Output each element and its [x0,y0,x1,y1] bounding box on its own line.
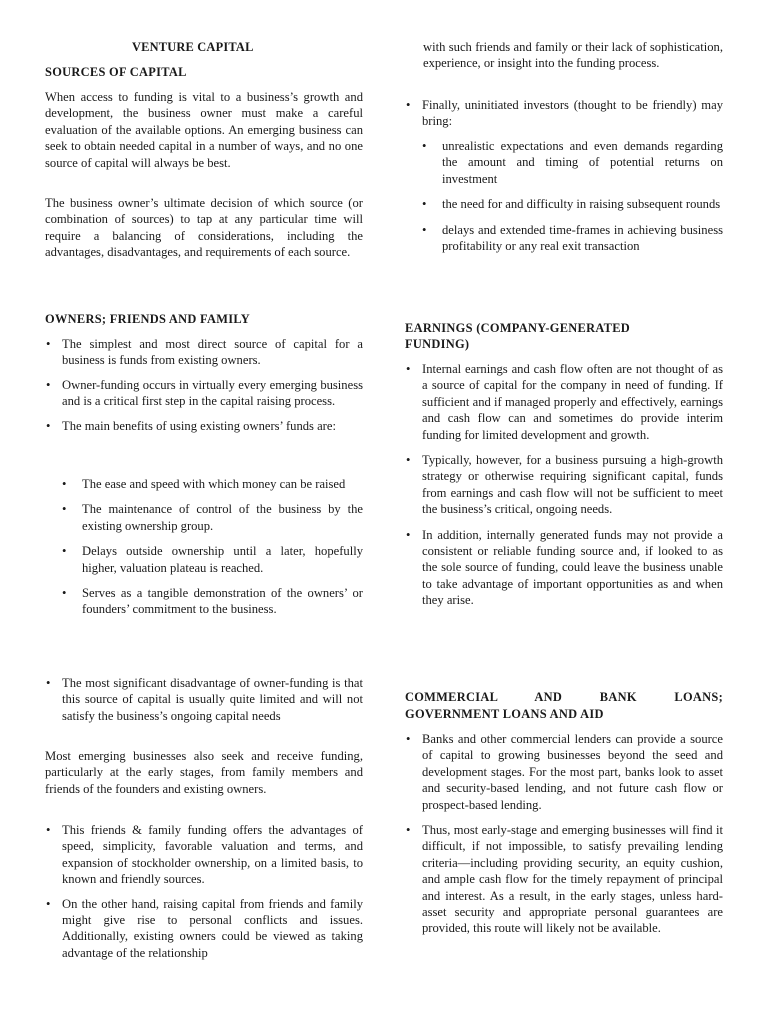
owners-benefits-list [60,476,363,618]
list-item: • This friends & family funding offers the advantages of speed, simplicity, favorable valuation and terms, and expansion of stockholder ownership, on a limited basis, to known and friendly sources. [45,822,363,888]
continuation-text: with such friends and family or their lack of sophistication, experience, or insight into the funding process. [423,40,723,71]
list-item: • Typically, however, for a business pursuing a high-growth strategy or otherwise requiring significant capital, funds from earnings and cash flow will not be sufficient to meet the business’s critical, ongoing needs. [405,452,723,518]
list-item: • In addition, internally generated funds may not provide a consistent or reliable funding source and, if looked to as the sole source of funding, could leave the business unable to take advantage of important opportunities as and when they arise. [405,527,723,609]
list-item: • Finally, uninitiated investors (thought to be friendly) may bring: [405,97,723,130]
list-item: • Internal earnings and cash flow often are not thought of as a source of capital for the company in need of funding. If sufficient and if managed properly and effectively, earnings and cash flow can and sometimes do provide interim funding for limited development and growth. [405,361,723,443]
family-bullet-list [45,822,363,961]
loans-heading-line-2: GOVERNMENT LOANS AND AID [405,707,604,721]
uninitiated-bullet-list [405,97,723,130]
document-title: VENTURE CAPITAL [132,40,254,54]
list-item: • Owner-funding occurs in virtually every emerging business and is a critical first step in the capital raising process. [45,377,363,410]
list-item: • The ease and speed with which money can be raised [60,476,363,492]
list-item: • unrealistic expectations and even demands regarding the amount and timing of potential returns on investment [420,138,723,187]
list-item: • the need for and difficulty in raising subsequent rounds [420,196,723,212]
list-item: • Serves as a tangible demonstration of the owners’ or founders’ commitment to the business. [60,585,363,618]
owners-heading: OWNERS; FRIENDS AND FAMILY [45,312,251,326]
list-item: • The maintenance of control of the business by the existing ownership group. [60,501,363,534]
sources-heading: SOURCES OF CAPITAL [45,65,187,79]
list-item: • The most significant disadvantage of owner-funding is that this source of capital is usually quite limited and will not satisfy the business’s ongoing capital needs [45,675,363,724]
list-item: • The main benefits of using existing owners’ funds are: [45,418,363,434]
uninitiated-items-list [420,138,723,254]
loans-bullet-list [405,731,723,937]
list-item: • Delays outside ownership until a later, hopefully higher, valuation plateau is reached. [60,543,363,576]
earnings-bullet-list [405,361,723,609]
owners-bullet-list [45,336,363,434]
sources-paragraph-2: The business owner’s ultimate decision of which source (or combination of sources) to tap at any particular time will require a balancing of considerations, including the advantages, disadvantages, and requirements of each source. [45,196,363,260]
family-paragraph: Most emerging businesses also seek and receive funding, particularly at the early stages, from family members and friends of the founders and existing owners. [45,749,363,796]
owners-disadvantage-list [45,675,363,724]
list-item: • Banks and other commercial lenders can provide a source of capital to growing businesses beyond the seed and development stages. For the most part, banks look to asset and security-based lending, and not future cash flow or prospect-based lending. [405,731,723,813]
earnings-heading: EARNINGS (COMPANY-GENERATED FUNDING) [405,321,631,352]
sources-paragraph-1: When access to funding is vital to a business’s growth and development, the business owner must make a careful evaluation of the available options. An emerging business can seek to obtain needed capital in a number of ways, and no one source of capital will always be best. [45,90,363,170]
list-item: • delays and extended time-frames in achieving business profitability or any real exit transaction [420,222,723,255]
list-item: • On the other hand, raising capital from friends and family might give rise to personal conflicts and issues. Additionally, existing owners could be viewed as taking advantage of the relationship [45,896,363,962]
list-item: • The simplest and most direct source of capital for a business is funds from existing owners. [45,336,363,369]
list-item: • Thus, most early-stage and emerging businesses will find it difficult, if not impossible, to satisfy prevailing lending criteria—including providing security, an equity cushion, and ample cash flow for the timely repayment of principal and interest. As a result, in the early stages, unless hard-asset security and appropriate personal guarantees are provided, this route will likely not be available. [405,822,723,937]
loans-heading-line-1: COMMERCIAL AND BANK LOANS; [405,690,723,704]
